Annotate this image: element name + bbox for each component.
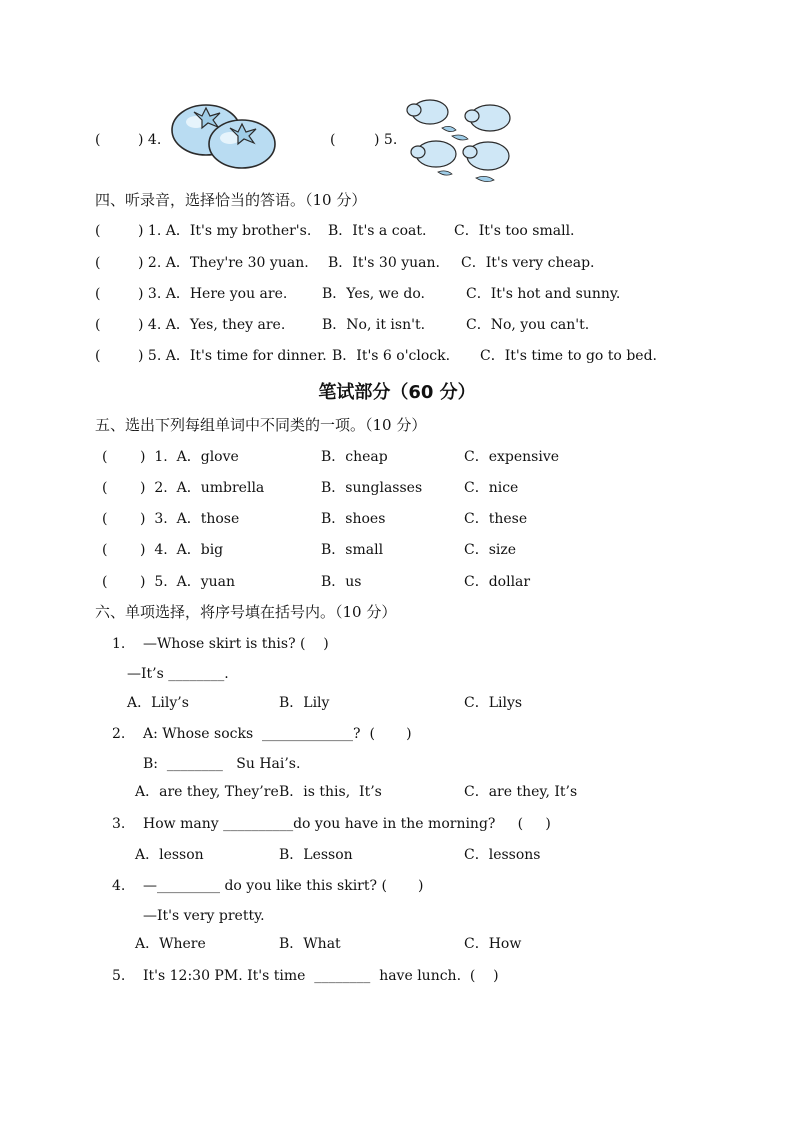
s6-q3-stem: How many __________do you have in the morning? ( ) (143, 816, 551, 832)
s6-q4-option-c: C．How (464, 936, 522, 952)
s5-q1-option-b: B．cheap (321, 449, 388, 465)
s6-q4-answer-line: —It's very pretty. (143, 908, 265, 924)
section5-title: 五、选出下列每组单词中不同类的一项。（10 分） (95, 416, 427, 434)
s5-q1-option-c: C．expensive (464, 449, 560, 465)
s6-q1-option-b: B．Lily (279, 695, 330, 711)
s6-q5-stem: It's 12:30 PM. It's time ________ have lunch. ( ) (143, 968, 499, 984)
s5-q3-open: ( (102, 511, 108, 527)
s5-q4-open: ( (102, 542, 108, 558)
s4-q2-option-b: B．It's 30 yuan. (328, 255, 440, 271)
item4-open-paren: ( (95, 132, 101, 148)
s4-q1-option-c: C．It's too small. (454, 223, 575, 239)
item5-open-paren: ( (330, 132, 336, 148)
s4-q2-option-a: ) 2. A．They're 30 yuan. (138, 255, 309, 271)
s4-q4-open: ( (95, 317, 101, 333)
sheep-icon (402, 94, 520, 186)
s4-q2-open: ( (95, 255, 101, 271)
s5-q3-option-c: C．these (464, 511, 528, 527)
s6-q1-option-c: C．Lilys (464, 695, 523, 711)
s5-q5-option-a: ) 5. A．yuan (140, 574, 236, 590)
s6-q1-option-a: A．Lily’s (127, 695, 189, 711)
s4-q5-option-a: ) 5. A．It's time for dinner. (138, 348, 327, 364)
s5-q5-option-b: B．us (321, 574, 362, 590)
s6-q3-option-a: A．lesson (135, 847, 204, 863)
s6-q4-option-b: B．What (279, 936, 341, 952)
s6-q1-number: 1. (112, 636, 126, 652)
s4-q1-option-a: ) 1. A．It's my brother's. (138, 223, 312, 239)
s5-q2-option-c: C．nice (464, 480, 519, 496)
s4-q3-option-c: C．It's hot and sunny. (466, 286, 621, 302)
s6-q4-number: 4. (112, 878, 126, 894)
written-part-title: 笔试部分（60 分） (318, 382, 476, 403)
s4-q4-option-c: C．No, you can't. (466, 317, 590, 333)
s4-q3-option-b: B．Yes, we do. (322, 286, 425, 302)
s6-q3-option-c: C．lessons (464, 847, 541, 863)
s5-q5-option-c: C．dollar (464, 574, 531, 590)
s4-q5-option-b: B．It's 6 o'clock. (332, 348, 451, 364)
s6-q1-answer-line: —It’s ________. (127, 666, 229, 682)
s4-q4-option-b: B．No, it isn't. (322, 317, 426, 333)
s6-q2-option-c: C．are they, It’s (464, 784, 578, 800)
s6-q2-answer-line: B: ________ Su Hai’s. (143, 756, 301, 772)
s5-q4-option-b: B．small (321, 542, 384, 558)
s4-q4-option-a: ) 4. A．Yes, they are. (138, 317, 286, 333)
s4-q1-open: ( (95, 223, 101, 239)
s6-q2-number: 2. (112, 726, 126, 742)
s5-q5-open: ( (102, 574, 108, 590)
s6-q4-option-a: A．Where (135, 936, 206, 952)
s5-q2-open: ( (102, 480, 108, 496)
s4-q5-option-c: C．It's time to go to bed. (480, 348, 657, 364)
s6-q2-option-b: B．is this, It’s (279, 784, 382, 800)
item4-label: ) 4. (138, 132, 162, 148)
s5-q3-option-a: ) 3. A．those (140, 511, 240, 527)
s6-q5-number: 5. (112, 968, 126, 984)
s4-q3-open: ( (95, 286, 101, 302)
s6-q3-number: 3. (112, 816, 126, 832)
s6-q2-option-a: A．are they, They’re (135, 784, 279, 800)
s6-q2-stem: A: Whose socks _____________? ( ) (143, 726, 412, 742)
s5-q2-option-a: ) 2. A．umbrella (140, 480, 265, 496)
s4-q1-option-b: B．It's a coat. (328, 223, 427, 239)
s4-q2-option-c: C．It's very cheap. (461, 255, 595, 271)
section6-title: 六、单项选择，将序号填在括号内。（10 分） (95, 603, 397, 621)
s5-q4-option-a: ) 4. A．big (140, 542, 224, 558)
s6-q3-option-b: B．Lesson (279, 847, 353, 863)
s4-q5-open: ( (95, 348, 101, 364)
s5-q2-option-b: B．sunglasses (321, 480, 423, 496)
s5-q1-open: ( (102, 449, 108, 465)
s5-q4-option-c: C．size (464, 542, 517, 558)
s6-q1-stem: —Whose skirt is this? ( ) (143, 636, 329, 652)
section4-title: 四、听录音，选择恰当的答语。（10 分） (95, 191, 367, 209)
s6-q4-stem: —_________ do you like this skirt? ( ) (143, 878, 424, 894)
s4-q3-option-a: ) 3. A．Here you are. (138, 286, 288, 302)
tomatoes-icon (166, 100, 278, 172)
s5-q3-option-b: B．shoes (321, 511, 386, 527)
s5-q1-option-a: ) 1. A．glove (140, 449, 239, 465)
item5-label: ) 5. (374, 132, 398, 148)
